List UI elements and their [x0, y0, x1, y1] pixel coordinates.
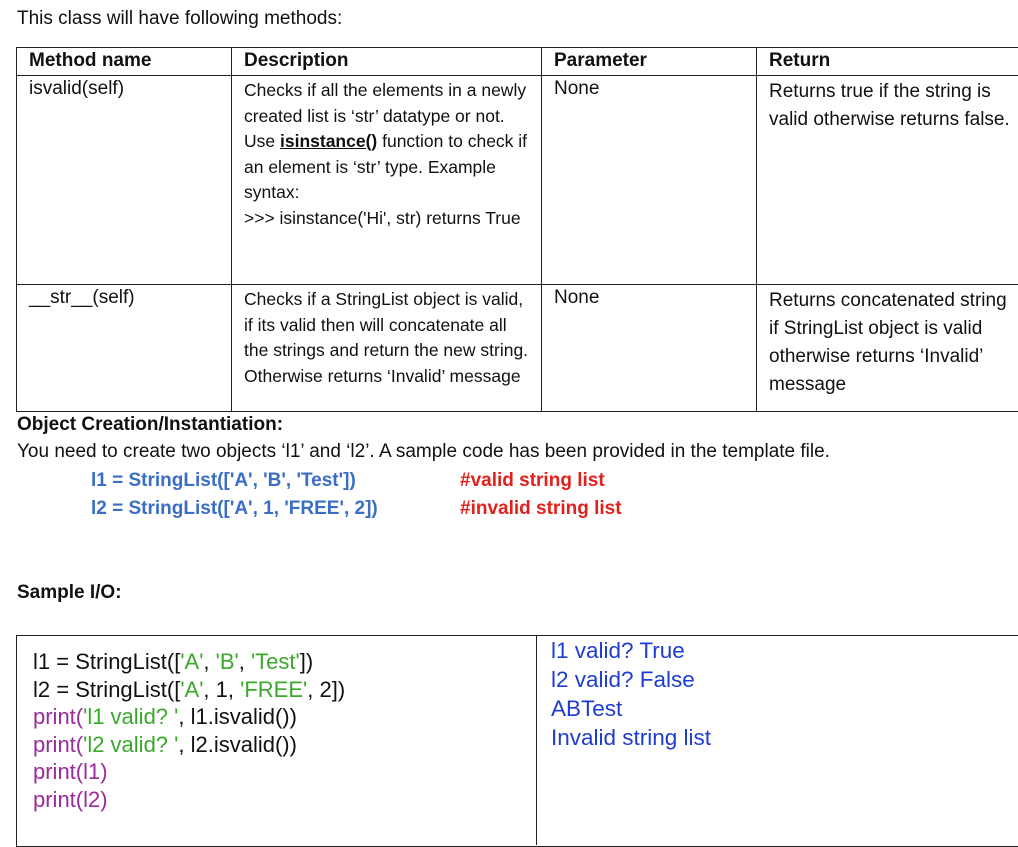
- header-description: Description: [232, 48, 542, 76]
- output-line: l2 valid? False: [551, 665, 711, 694]
- intro-text: This class will have following methods:: [17, 8, 342, 30]
- output-line: Invalid string list: [551, 723, 711, 752]
- sample-code-line: print('l2 valid? ', l2.isvalid()): [33, 731, 345, 759]
- table-row: [17, 285, 1018, 412]
- code-line-l1: l1 = StringList(['A', 'B', 'Test']): [91, 470, 356, 492]
- output-line: l1 valid? True: [551, 636, 711, 665]
- sample-code-line: print(l1): [33, 758, 345, 786]
- code-line-l2: l2 = StringList(['A', 1, 'FREE', 2]): [91, 498, 378, 520]
- sample-output-block: [551, 636, 711, 752]
- table-header-row: [17, 48, 1018, 76]
- return-cell: Returns true if the string is valid otherwise returns false.: [757, 76, 1018, 285]
- example-syntax: >>> isinstance('Hi', str) returns True: [244, 208, 521, 228]
- methods-table: [16, 47, 1018, 412]
- sample-code-block: [33, 648, 345, 813]
- parameter-cell: None: [542, 76, 757, 285]
- return-cell: Returns concatenated string if StringList object is valid otherwise returns ‘Invalid’ message: [757, 285, 1018, 412]
- description-text: Checks if all the elements in a newly created list is ‘str’ datatype or not. Use: [244, 80, 526, 151]
- table-row: [17, 76, 1018, 285]
- method-name-cell: __str__(self): [17, 285, 232, 412]
- description-cell: Checks if a StringList object is valid, if its valid then will concatenate all the strings and return the new string. Otherwise returns ‘Invalid’ message: [232, 285, 542, 412]
- sample-io-heading: Sample I/O:: [17, 582, 122, 604]
- method-name-cell: isvalid(self): [17, 76, 232, 285]
- header-parameter: Parameter: [542, 48, 757, 76]
- sample-code-line: l2 = StringList(['A', 1, 'FREE', 2]): [33, 676, 345, 704]
- description-cell: [232, 76, 542, 285]
- sample-code-line: print(l2): [33, 786, 345, 814]
- sample-io-divider: [536, 635, 537, 845]
- object-creation-heading: Object Creation/Instantiation:: [17, 414, 283, 436]
- header-return: Return: [757, 48, 1018, 76]
- isinstance-function-name: isinstance(): [280, 131, 377, 151]
- sample-code-line: print('l1 valid? ', l1.isvalid()): [33, 703, 345, 731]
- code-comment-valid: #valid string list: [460, 470, 605, 492]
- header-method-name: Method name: [17, 48, 232, 76]
- parameter-cell: None: [542, 285, 757, 412]
- object-creation-text: You need to create two objects ‘l1’ and ‘l2’. A sample code has been provided in the template file.: [17, 441, 830, 463]
- code-comment-invalid: #invalid string list: [460, 498, 622, 520]
- output-line: ABTest: [551, 694, 711, 723]
- sample-code-line: l1 = StringList(['A', 'B', 'Test']): [33, 648, 345, 676]
- description-text: function to check if an element is ‘str’ type. Example syntax:: [244, 131, 527, 202]
